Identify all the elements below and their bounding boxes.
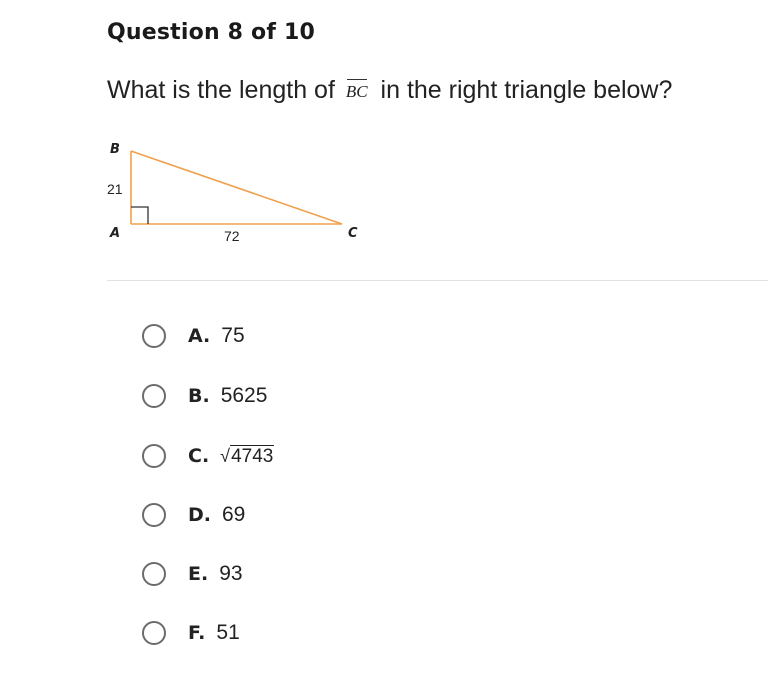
segment-overline [347, 79, 367, 80]
side-ab-length: 21 [107, 181, 123, 197]
segment-text: BC [345, 82, 368, 101]
radio-button-icon[interactable] [142, 324, 166, 348]
radio-button-icon[interactable] [142, 444, 166, 468]
question-prompt [107, 76, 672, 105]
answer-option-f[interactable] [142, 617, 240, 649]
right-angle-marker [131, 207, 148, 224]
segment-label [346, 79, 368, 102]
radio-button-icon[interactable] [142, 384, 166, 408]
option-letter: A. [188, 325, 211, 347]
answer-option-d[interactable] [142, 499, 245, 531]
square-root-icon: √ [220, 446, 231, 466]
answer-option-a[interactable] [142, 320, 245, 352]
option-value [220, 445, 274, 467]
vertex-a-label: A [110, 226, 121, 241]
question-counter: Question 8 of 10 [107, 20, 315, 45]
option-value: 5625 [220, 384, 268, 407]
option-letter: C. [188, 445, 210, 467]
option-letter: E. [188, 563, 209, 585]
vertex-c-label: C [348, 226, 358, 241]
option-value: 93 [219, 562, 243, 585]
triangle-figure [100, 130, 380, 260]
answer-option-c[interactable] [142, 440, 274, 472]
option-letter: F. [188, 622, 206, 644]
prompt-text-before: What is the length of [107, 76, 335, 104]
side-ac-length: 72 [224, 228, 240, 244]
answer-option-b[interactable] [142, 380, 267, 412]
option-letter: D. [188, 504, 211, 526]
prompt-text-after: in the right triangle below? [380, 76, 673, 104]
side-bc [131, 151, 342, 224]
option-value: 75 [221, 324, 245, 347]
option-letter: B. [188, 385, 210, 407]
vertex-b-label: B [110, 142, 120, 157]
option-value: 51 [216, 621, 240, 644]
radio-button-icon[interactable] [142, 562, 166, 586]
radio-button-icon[interactable] [142, 621, 166, 645]
triangle-svg [100, 130, 380, 260]
radicand: 4743 [231, 446, 274, 467]
section-divider [107, 280, 768, 281]
radio-button-icon[interactable] [142, 503, 166, 527]
answer-option-e[interactable] [142, 558, 243, 590]
option-value: 69 [222, 503, 246, 526]
